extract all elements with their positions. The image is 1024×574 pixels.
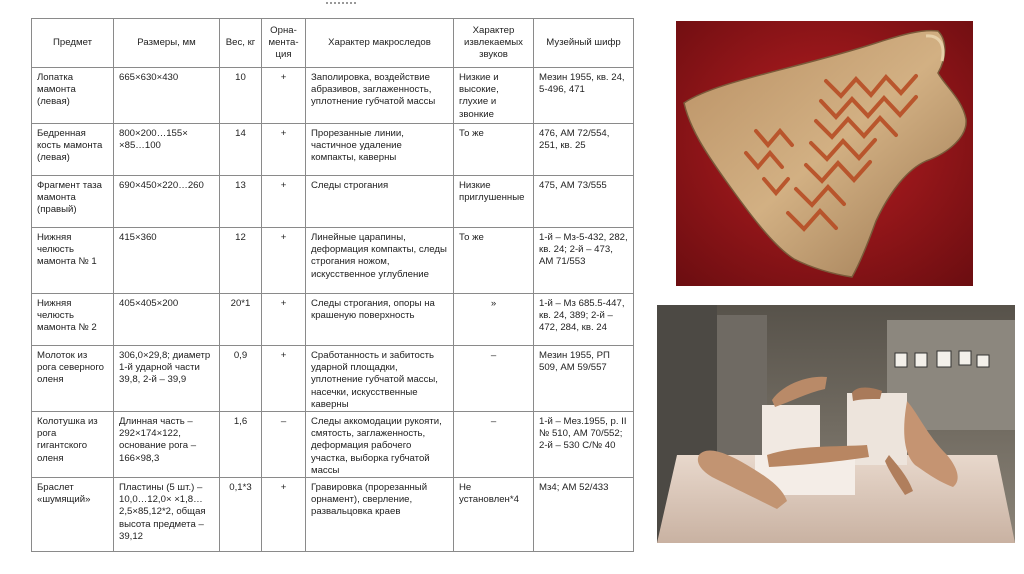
table-row [32,68,634,124]
cell-traces: Заполировка, воздействие абразивов, заглаженность, уплотнение губчатой массы [306,68,454,124]
cell-size: 800×200…155× ×85…100 [114,124,220,176]
cell-size: 405×405×200 [114,294,220,346]
table-row [32,412,634,478]
cell-code: Мезин 1955, РП 509, АМ 59/557 [534,346,634,412]
cell-item: Браслет «шумящий» [32,478,114,552]
cell-weight: 13 [220,176,262,228]
cell-weight: 14 [220,124,262,176]
cell-code: 475, АМ 73/555 [534,176,634,228]
cell-size: Длинная часть – 292×174×122, основание рога – 166×98,3 [114,412,220,478]
header-traces: Характер макроследов [306,19,454,68]
cell-sound: То же [454,228,534,294]
cell-ornament: + [262,294,306,346]
cell-traces: Следы строгания, опоры на крашеную поверхность [306,294,454,346]
cell-traces: Следы строгания [306,176,454,228]
museum-display-photo [657,305,1015,543]
cell-weight: 0,9 [220,346,262,412]
cell-item: Нижняя челюсть мамонта № 1 [32,228,114,294]
cell-weight: 0,1*3 [220,478,262,552]
cell-ornament: – [262,412,306,478]
header-ornament: Орна- мента- ция [262,19,306,68]
cell-weight: 12 [220,228,262,294]
cell-item: Лопатка мамонта (левая) [32,68,114,124]
cell-ornament: + [262,68,306,124]
cell-sound: Не установлен*4 [454,478,534,552]
table-row [32,176,634,228]
cell-item: Бедренная кость мамонта (левая) [32,124,114,176]
header-museum-code: Музейный шифр [534,19,634,68]
table-row [32,124,634,176]
cell-size: 306,0×29,8; диаметр 1-й ударной части 39,8, 2-й – 39,9 [114,346,220,412]
cell-sound: Низкие и высокие, глухие и звонкие [454,68,534,124]
cell-ornament: + [262,346,306,412]
cell-size: Пластины (5 шт.) – 10,0…12,0× ×1,8…2,5×85,12*2, общая высота предмета – 39,12 [114,478,220,552]
cell-sound: – [454,412,534,478]
cell-sound: Низкие приглушенные [454,176,534,228]
cell-code: 1-й – Мез.1955, р. II № 510, АМ 70/552; 2-й – 530 С/№ 40 [534,412,634,478]
cell-ornament: + [262,124,306,176]
cell-sound: То же [454,124,534,176]
cell-sound: » [454,294,534,346]
cropped-text-fragment [326,2,356,12]
header-sound: Характер извлекаемых звуков [454,19,534,68]
artifacts-table-container [31,18,633,552]
cell-weight: 20*1 [220,294,262,346]
cell-size: 690×450×220…260 [114,176,220,228]
table-row [32,346,634,412]
cell-weight: 10 [220,68,262,124]
cell-ornament: + [262,228,306,294]
header-item: Предмет [32,19,114,68]
cell-size: 415×360 [114,228,220,294]
cell-code: 476, АМ 72/554, 251, кв. 25 [534,124,634,176]
table-row [32,294,634,346]
cell-item: Колотушка из рога гигантского оленя [32,412,114,478]
cell-ornament: + [262,176,306,228]
cell-item: Фрагмент таза мамонта (правый) [32,176,114,228]
cell-sound: – [454,346,534,412]
artifacts-table [31,18,634,552]
cell-traces: Гравировка (прорезанный орнамент), сверление, развальцовка краев [306,478,454,552]
table-header-row [32,19,634,68]
cell-traces: Сработанность и забитость ударной площадки, уплотнение губчатой массы, насечки, искусственные каверны [306,346,454,412]
cell-item: Молоток из рога северного оленя [32,346,114,412]
cell-code: 1-й – Мз 685.5-447, кв. 24, 389; 2-й – 472, 284, кв. 24 [534,294,634,346]
cell-item: Нижняя челюсть мамонта № 2 [32,294,114,346]
table-row [32,228,634,294]
cell-traces: Прорезанные линии, частичное удаление компакты, каверны [306,124,454,176]
cell-code: 1-й – Мз-5-432, 282, кв. 24; 2-й – 473, АМ 71/553 [534,228,634,294]
cell-traces: Линейные царапины, деформация компакты, следы строгания ножом, искусственное углубление [306,228,454,294]
header-weight: Вес, кг [220,19,262,68]
cell-size: 665×630×430 [114,68,220,124]
cell-traces: Следы аккомодации рукояти, смятость, заглаженность, деформация рабочего участка, выборка губчатой массы [306,412,454,478]
cell-code: Мезин 1955, кв. 24, 5-496, 471 [534,68,634,124]
cell-ornament: + [262,478,306,552]
cell-code: Мз4; АМ 52/433 [534,478,634,552]
table-row [32,478,634,552]
scapula-photo [676,21,973,286]
cell-weight: 1,6 [220,412,262,478]
header-size: Размеры, мм [114,19,220,68]
